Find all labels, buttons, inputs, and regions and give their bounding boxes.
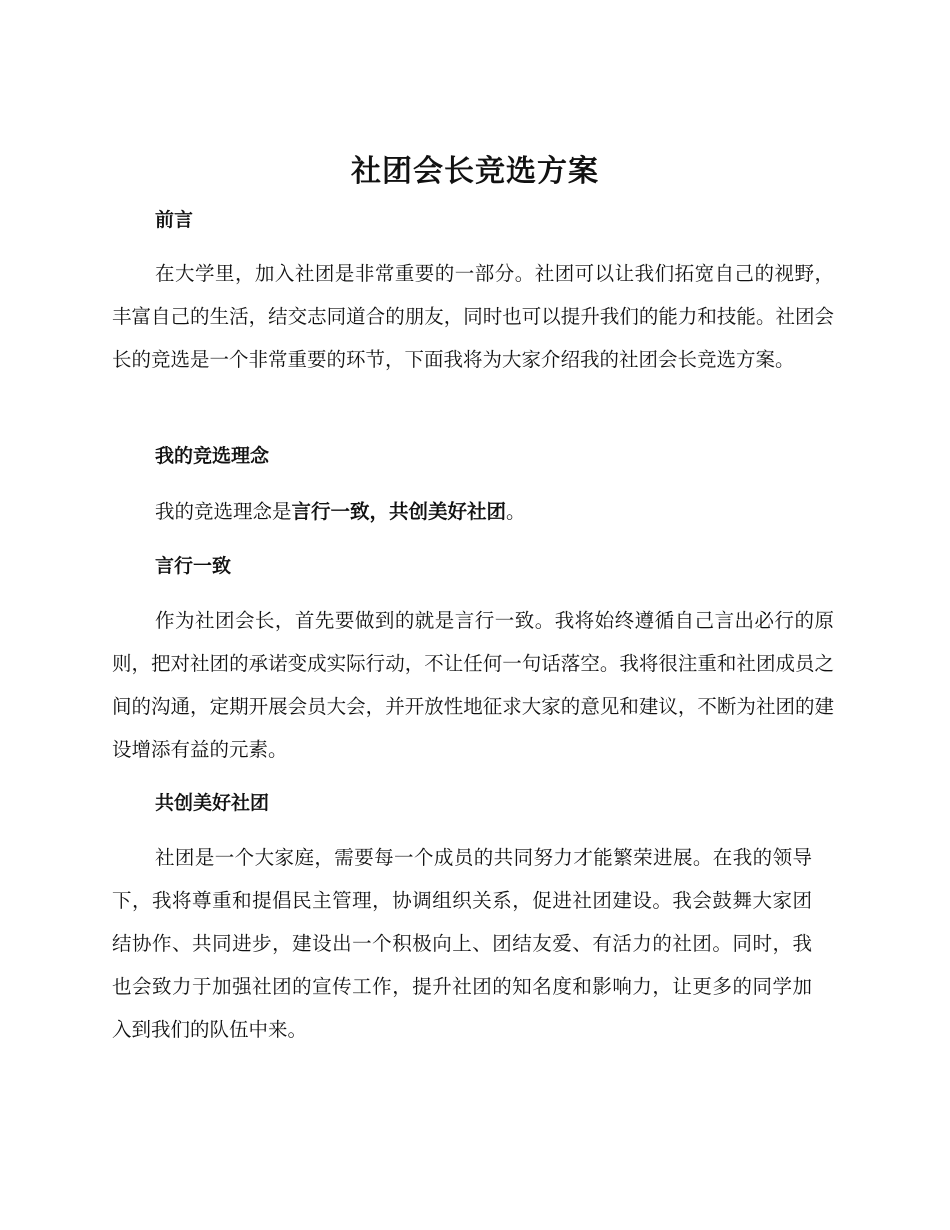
philosophy-slogan: 言行一致，共创美好社团 — [291, 500, 507, 523]
philosophy-prefix: 我的竞选理念是 — [155, 500, 292, 523]
section-heading-philosophy: 我的竞选理念 — [155, 445, 270, 467]
section-paragraph-philosophy — [112, 490, 834, 533]
document-title: 社团会长竞选方案 — [351, 154, 599, 189]
section-heading-consistency: 言行一致 — [155, 555, 232, 577]
section-paragraph-community: 社团是一个大家庭，需要每一个成员的共同努力才能繁荣进展。在我的领导下，我将尊重和提倡民主管理，协调组织关系，促进社团建设。我会鼓舞大家团结协作、共同进步，建设出一个积极向上、团结友爱、有活力的社团。同时，我也会致力于加强社团的宣传工作，提升社团的知名度和影响力，让更多的同学加入到我们的队伍中来。 — [112, 846, 812, 1041]
section-heading-community: 共创美好社团 — [155, 792, 270, 814]
section-paragraph-consistency: 作为社团会长，首先要做到的就是言行一致。我将始终遵循自己言出必行的原则，把对社团的承诺变成实际行动，不让任何一句话落空。我将很注重和社团成员之间的沟通，定期开展会员大会，并开放性地征求大家的意见和建议，不断为社团的建设增添有益的元素。 — [112, 609, 834, 761]
section-paragraph-preface: 在大学里，加入社团是非常重要的一部分。社团可以让我们拓宽自己的视野，丰富自己的生活，结交志同道合的朋友，同时也可以提升我们的能力和技能。社团会长的竞选是一个非常重要的环节，下面我将为大家介绍我的社团会长竞选方案。 — [112, 262, 834, 371]
section-heading-preface: 前言 — [155, 209, 194, 231]
philosophy-suffix: 。 — [506, 500, 526, 523]
